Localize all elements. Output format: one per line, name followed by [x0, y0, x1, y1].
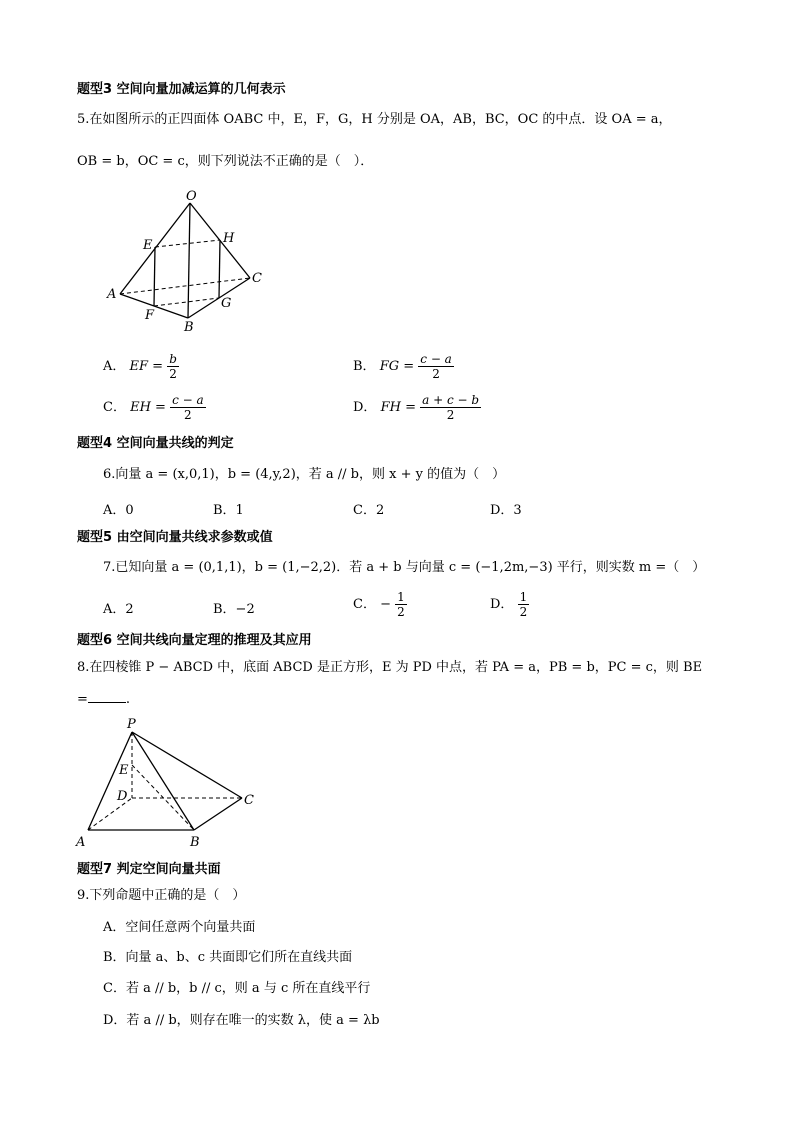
label-D: D — [117, 789, 128, 804]
q5-stem-line2: OB = b，OC = c，则下列说法不正确的是（ ）． — [77, 154, 374, 169]
segment-EH — [155, 240, 220, 247]
q6-option-a: A．0 — [103, 503, 134, 518]
q7-option-c: C． − $\frac{1}{2}$ — [353, 590, 405, 619]
label-C: C — [252, 271, 262, 286]
q9-option-b: B．向量 a、b、c 共面即它们所在直线共面 — [103, 950, 353, 965]
q9-option-d: D．若 a // b，则存在唯一的实数 λ，使 a = λb — [103, 1013, 380, 1028]
segment-EF — [154, 247, 155, 306]
label-P: P — [127, 717, 136, 732]
section-heading-4: 题型4 空间向量共线的判定 — [77, 436, 234, 451]
label-B: B — [190, 835, 200, 850]
q6-option-d: D．3 — [490, 503, 522, 518]
edge-PA — [88, 732, 132, 830]
q5-option-b: B． FG = $\frac{c - a}{2}$ — [353, 352, 452, 381]
q8-stem-line2: = . — [77, 692, 131, 707]
edge-BC — [194, 798, 242, 830]
label-E: E — [119, 763, 129, 778]
segment-HG — [219, 240, 220, 298]
label-A: A — [76, 835, 86, 850]
label-A: A — [107, 287, 117, 302]
q5-option-c: C． EH = $\frac{c - a}{2}$ — [103, 393, 204, 422]
label-C: C — [244, 793, 254, 808]
edge-OB — [188, 203, 190, 318]
q6-option-b: B．1 — [213, 503, 244, 518]
q7-option-d: D． $\frac{1}{2}$ — [490, 590, 528, 619]
tetrahedron-figure — [100, 186, 275, 336]
label-B: B — [184, 320, 194, 335]
q8-answer-blank — [88, 690, 126, 703]
label-G: G — [221, 296, 232, 311]
section-heading-5: 题型5 由空间向量共线求参数或值 — [77, 530, 273, 545]
label-H: H — [223, 231, 235, 246]
section-heading-3: 题型3 空间向量加减运算的几何表示 — [77, 82, 286, 97]
label-O: O — [186, 189, 197, 204]
q6-stem: 6.向量 a = (x,0,1)，b = (4,y,2)，若 a // b，则 x + y 的值为（ ） — [103, 467, 506, 482]
q7-option-a: A．2 — [103, 602, 134, 617]
edge-PB — [132, 732, 194, 830]
q6-option-c: C．2 — [353, 503, 385, 518]
q7-stem: 7.已知向量 a = (0,1,1)，b = (1,−2,2)．若 a + b 与向量 c = (−1,2m,−3) 平行，则实数 m =（ ） — [103, 560, 706, 575]
q7-option-b: B．−2 — [213, 602, 255, 617]
label-E: E — [143, 238, 153, 253]
q8-stem-line1: 8.在四棱锥 P − ABCD 中，底面 ABCD 是正方形，E 为 PD 中点，若 PA = a，PB = b，PC = c，则 BE — [77, 660, 703, 675]
q9-option-c: C．若 a // b，b // c，则 a 与 c 所在直线平行 — [103, 981, 371, 996]
q5-option-d: D． FH = $\frac{a + c - b}{2}$ — [353, 393, 480, 422]
section-heading-7: 题型7 判定空间向量共面 — [77, 862, 221, 877]
q9-option-a: A．空间任意两个向量共面 — [103, 920, 256, 935]
edge-PC — [132, 732, 242, 798]
edge-AC-hidden — [120, 278, 250, 294]
q5-option-a: A． EF = $\frac{b}{2}$ — [103, 352, 177, 381]
pyramid-figure — [70, 712, 270, 852]
section-heading-6: 题型6 空间共线向量定理的推理及其应用 — [77, 633, 312, 648]
label-F: F — [145, 308, 155, 323]
q5-stem-line1: 5.在如图所示的正四面体 OABC 中，E，F，G，H 分别是 OA，AB，BC，OC 的中点．设 OA = a， — [77, 112, 672, 127]
q9-stem: 9.下列命题中正确的是（ ） — [77, 888, 246, 903]
